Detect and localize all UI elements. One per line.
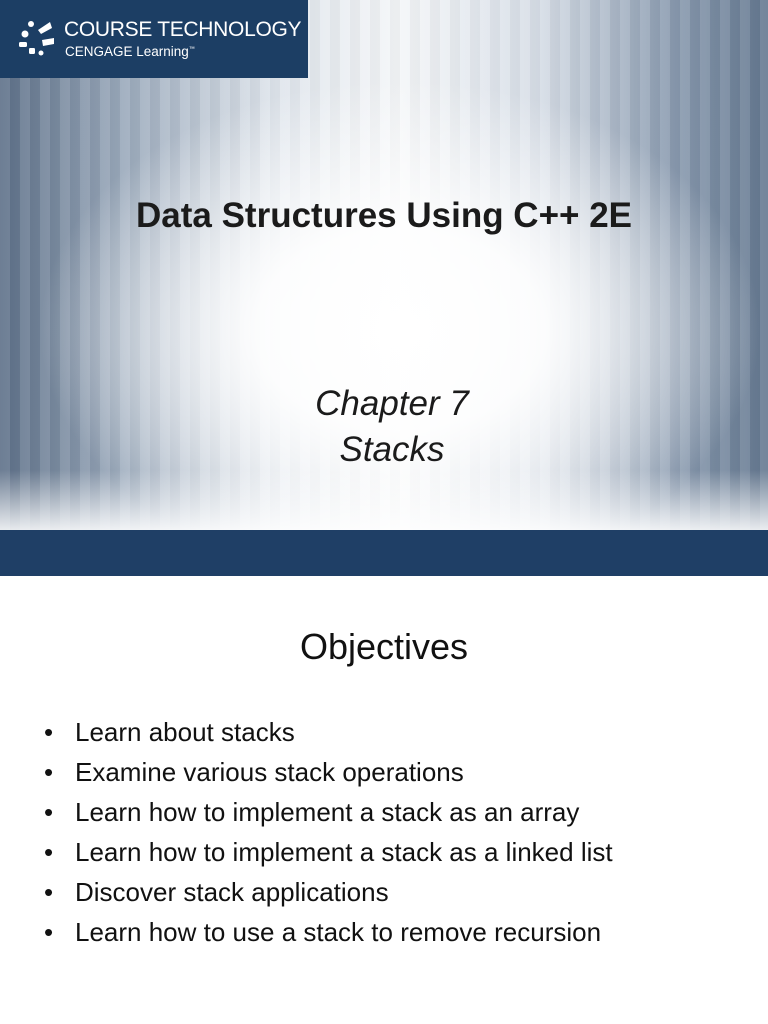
- bullet-icon: •: [44, 757, 54, 787]
- logo-title: COURSE TECHNOLOGY: [64, 18, 302, 41]
- objectives-title: Objectives: [299, 626, 469, 667]
- bullet-icon: •: [44, 877, 54, 907]
- list-item-text: Discover stack applications: [75, 877, 389, 907]
- chapter-topic: Stacks: [339, 430, 445, 469]
- chapter-number: Chapter 7: [315, 384, 469, 423]
- list-item-text: Learn how to use a stack to remove recursion: [75, 917, 602, 947]
- book-title: Data Structures Using C++ 2E: [136, 196, 632, 235]
- list-item: [44, 872, 613, 912]
- list-item-text: Examine various stack operations: [75, 757, 464, 787]
- footer-band: [0, 530, 768, 576]
- bullet-icon: •: [44, 837, 54, 867]
- list-item: [44, 712, 613, 752]
- list-item-text: Learn how to implement a stack as a linked list: [75, 837, 613, 867]
- logo-subtitle: CENGAGE Learning™: [65, 44, 195, 59]
- objectives-list: [44, 712, 613, 952]
- list-item-text: Learn how to implement a stack as an array: [75, 797, 580, 827]
- list-item: [44, 912, 613, 952]
- list-item: [44, 792, 613, 832]
- list-item: [44, 752, 613, 792]
- bullet-icon: •: [44, 717, 54, 747]
- list-item-text: Learn about stacks: [75, 717, 295, 747]
- logo-mark-icon: [16, 18, 58, 58]
- chapter-heading: [0, 381, 768, 473]
- list-item: [44, 832, 613, 872]
- bullet-icon: •: [44, 797, 54, 827]
- bullet-icon: •: [44, 917, 54, 947]
- publisher-logo: [0, 0, 308, 78]
